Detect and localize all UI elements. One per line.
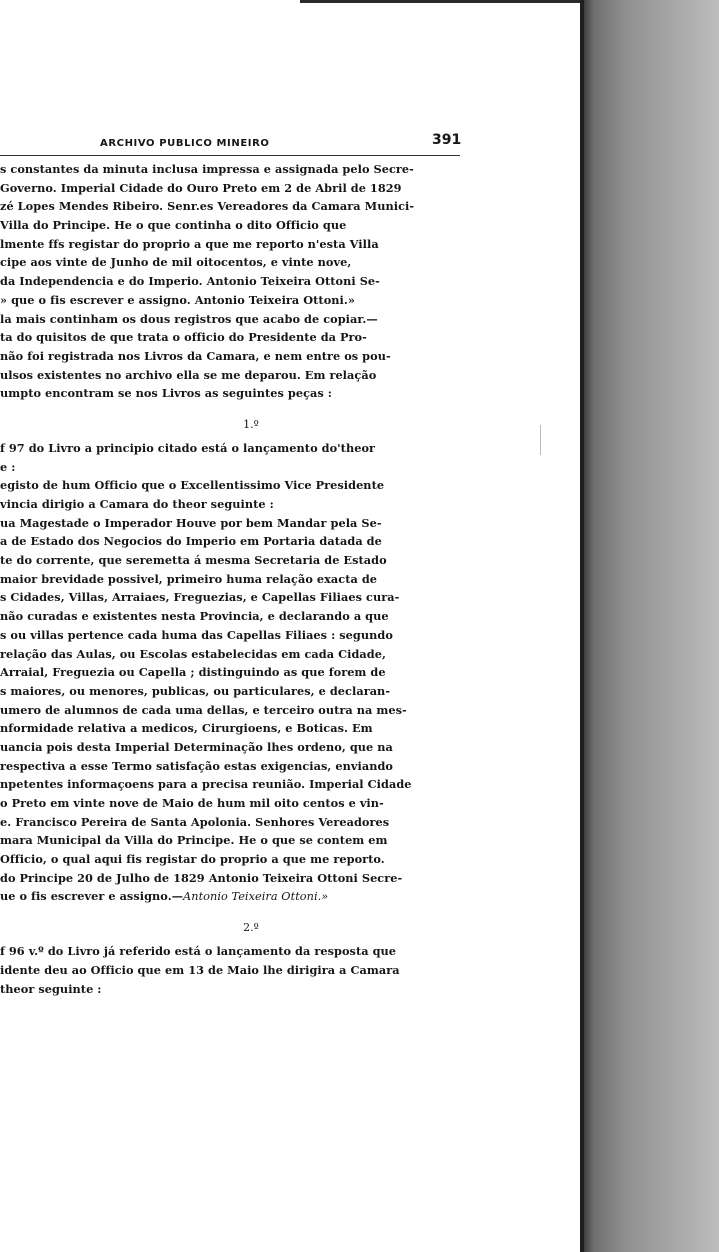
text-line: ulsos existentes no archivo ella se me deparou. Em relação	[0, 367, 377, 382]
text-line: Villa do Principe. He o que continha o dito Officio que	[0, 218, 347, 233]
text-line: maior brevidade possivel, primeiro huma relação exacta de	[0, 571, 378, 586]
text-line: theor seguinte :	[0, 981, 102, 996]
text-line: te do corrente, que seremetta á mesma Secretaria de Estado	[0, 553, 387, 568]
text-line: e :	[0, 459, 16, 474]
header-rule	[0, 155, 460, 156]
body-text	[0, 160, 462, 998]
text-line: umpto encontram se nos Livros as seguintes peças :	[0, 386, 332, 401]
text-line: umero de alumnos de cada uma dellas, e terceiro outra na mes-	[0, 702, 407, 717]
text-line-start: ue o fis escrever e assigno.—	[0, 889, 184, 904]
section-heading-1: 1.º	[243, 417, 259, 431]
top-edge-rule	[300, 0, 585, 3]
page-header	[100, 132, 460, 152]
text-line: não foi registrada nos Livros da Camara, e nem entre os pou-	[0, 348, 391, 363]
text-line: » que o fis escrever e assigno. Antonio Teixeira Ottoni.»	[0, 292, 355, 307]
text-line: idente deu ao Officio que em 13 de Maio lhe dirigira a Camara	[0, 962, 400, 977]
text-line: s Cidades, Villas, Arraiaes, Freguezias, e Capellas Filiaes cura-	[0, 590, 400, 605]
text-line: relação das Aulas, ou Escolas estabelecidas em cada Cidade,	[0, 646, 386, 661]
margin-mark	[540, 425, 541, 455]
page-number: 391	[432, 132, 462, 148]
text-line: e. Francisco Pereira de Santa Apolonia. Senhores Vereadores	[0, 814, 390, 829]
text-line: nformidade relativa a medicos, Cirurgioens, e Boticas. Em	[0, 721, 373, 736]
text-line: s ou villas pertence cada huma das Capellas Filiaes : segundo	[0, 627, 393, 642]
text-line: uancia pois desta Imperial Determinação lhes ordeno, que na	[0, 739, 393, 754]
text-line: s constantes da minuta inclusa impressa e assignada pelo Secre-	[0, 162, 414, 176]
text-line: o Preto em vinte nove de Maio de hum mil oito centos e vin-	[0, 796, 384, 810]
section-heading-2: 2.º	[243, 921, 259, 935]
text-line: ua Magestade o Imperador Houve por bem Mandar pela Se-	[0, 515, 382, 530]
text-line: zé Lopes Mendes Ribeiro. Senr.es Vereadores da Camara Munici-	[0, 199, 415, 214]
text-line: f 96 v.º do Livro já referido está o lançamento da resposta que	[0, 944, 397, 959]
text-line: npetentes informaçoens para a precisa reunião. Imperial Cidade	[0, 777, 412, 792]
text-line: f 97 do Livro a principio citado está o lançamento do'theor	[0, 440, 376, 455]
running-title: ARCHIVO PUBLICO MINEIRO	[100, 138, 270, 149]
text-line: mara Municipal da Villa do Principe. He o que se contem em	[0, 833, 388, 848]
text-line: ta do quisitos de que trata o officio do Presidente da Pro-	[0, 330, 367, 345]
text-line: do Principe 20 de Julho de 1829 Antonio Teixeira Ottoni Secre-	[0, 870, 403, 885]
book-gutter	[584, 0, 719, 1252]
text-line: a de Estado dos Negocios do Imperio em Portaria datada de	[0, 534, 382, 549]
text-line: não curadas e existentes nesta Provincia, e declarando a que	[0, 609, 389, 624]
text-line: respectiva a esse Termo satisfação estas exigencias, enviando	[0, 758, 394, 773]
signature: Antonio Teixeira Ottoni.»	[183, 890, 329, 904]
text-line: Governo. Imperial Cidade do Ouro Preto em 2 de Abril de 1829	[0, 180, 402, 195]
text-line: la mais continham os dous registros que acabo de copiar.—	[0, 311, 378, 326]
text-line	[0, 887, 462, 906]
text-line: lmente ffs registar do proprio a que me reporto n'esta Villa	[0, 236, 379, 251]
text-line: Arraial, Freguezia ou Capella ; distinguindo as que forem de	[0, 665, 386, 680]
text-line: s maiores, ou menores, publicas, ou particulares, e declaran-	[0, 683, 391, 698]
text-line: da Independencia e do Imperio. Antonio Teixeira Ottoni Se-	[0, 274, 380, 289]
text-line: Officio, o qual aqui fis registar do proprio a que me reporto.	[0, 852, 385, 867]
text-line: vincia dirigio a Camara do theor seguinte :	[0, 497, 274, 511]
text-line: egisto de hum Officio que o Excellentissimo Vice Presidente	[0, 478, 385, 493]
text-line: cipe aos vinte de Junho de mil oitocentos, e vinte nove,	[0, 255, 352, 270]
